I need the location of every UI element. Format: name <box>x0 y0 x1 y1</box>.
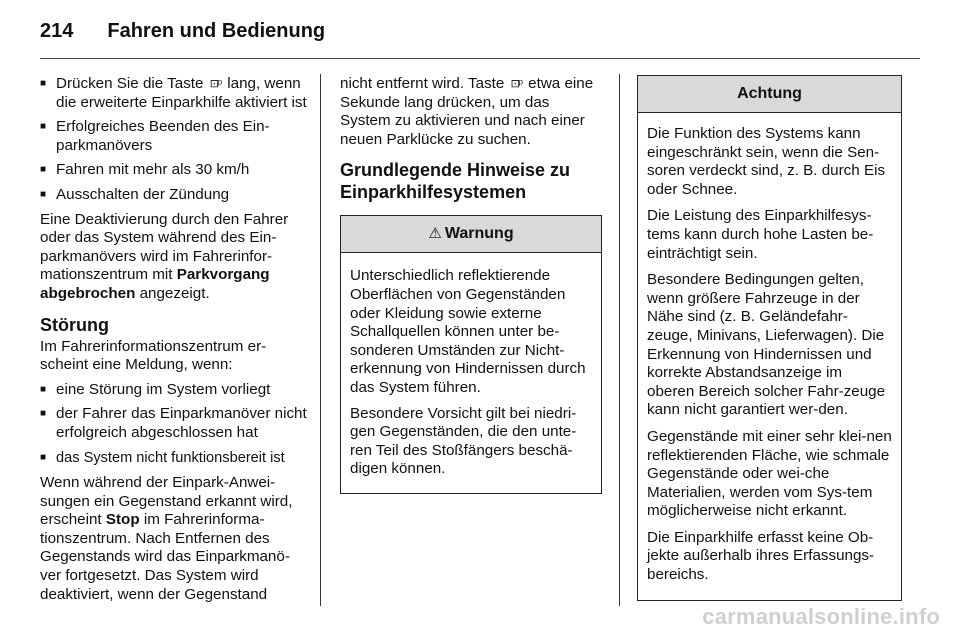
list-item: ■ Fahren mit mehr als 30 km/h <box>40 161 308 180</box>
section-heading-stoerung: Störung <box>40 314 109 335</box>
warning-title: ⚠ Warnung <box>341 216 601 253</box>
list-item: ■ der Fahrer das Einparkmanöver nicht erfolgreich abgeschlossen hat <box>40 405 308 442</box>
paragraph-message: Im Fahrerinformationszentrum er-scheint eine Meldung, wenn: <box>40 337 267 374</box>
list-item: ■ eine Störung im System vorliegt <box>40 381 308 400</box>
warning-paragraph: Besondere Vorsicht gilt bei niedri-gen Gegenständen, die den unte-ren Teil des Stoßfängers beschä-digen können. <box>350 404 577 478</box>
caution-paragraph: Die Einparkhilfe erfasst keine Ob-jekte außerhalb ihres Erfassungs-bereichs. <box>647 528 875 584</box>
page-title: Fahren und Bedienung <box>107 19 326 42</box>
caution-paragraph: Gegenstände mit einer sehr klei-nen reflektierenden Fläche, wie schmale Gegenstände oder wei-che Materialien, werden vom Sys-tem möglicherweise nicht erkannt. <box>647 427 892 520</box>
page-header <box>40 16 325 46</box>
section-heading-hinweise: Grundlegende Hinweise zu Einparkhilfesystemen <box>340 160 571 203</box>
page-number: 214 <box>40 19 74 42</box>
warning-paragraph: Unterschiedlich reflektierende Oberflächen von Gegenständen oder Kleidung sowie externe Schallquellen können unter be-sonderen Umständen zur Nicht-erkennung von Hindernissen durch das System führen. <box>350 267 586 396</box>
paragraph-reactivate: nicht entfernt wird. Taste ⊡ᵖ etwa eine Sekunde lang drücken, um das System zu aktivieren und nach einer neuen Parklücke zu suchen. <box>340 75 594 148</box>
list-item: ■ Erfolgreiches Beenden des Ein-parkmanövers <box>40 118 308 155</box>
park-assist-key-icon: ⊡ᵖ <box>209 78 222 90</box>
caution-paragraph: Die Funktion des Systems kann eingeschränkt sein, wenn die Sen-soren verdeckt sind, z. B. durch Eis oder Schnee. <box>647 125 886 198</box>
park-assist-key-icon: ⊡ᵖ <box>510 78 522 90</box>
caution-paragraph: Besondere Bedingungen gelten, wenn größere Fahrzeuge in der Nähe sind (z. B. Geländefahr-zeuge, Minivans, Lieferwagen). Die Erkennung von Hindernissen und korrekte Abstandsanzeige im oberen Bereich solcher Fahr-zeuge kann nicht garantiert wer-den. <box>647 271 886 419</box>
column-divider-right <box>619 74 620 606</box>
list-item: ■ Drücken Sie die Taste ⊡ᵖ lang, wenn die erweiterte Einparkhilfe aktiviert ist <box>40 75 308 112</box>
column-middle <box>340 75 602 494</box>
header-rule <box>40 58 920 59</box>
caution-title: Achtung <box>638 76 901 113</box>
column-right <box>637 75 902 601</box>
paragraph-deactivation: Eine Deaktivierung durch den Fahrer oder das System während des Ein-parkmanövers wird im Fahrerinfor-mationszentrum mit Parkvorgang abgebrochen angezeigt. <box>40 210 289 302</box>
column-left <box>40 75 308 612</box>
caution-paragraph: Die Leistung des Einparkhilfesys-tems kann durch hohe Lasten be-einträchtigt sein. <box>647 207 874 262</box>
caution-box <box>637 75 902 601</box>
list-item: ■ Ausschalten der Zündung <box>40 186 308 205</box>
caution-body <box>638 113 901 600</box>
list-item: ■ das System nicht funktionsbereit ist <box>40 449 308 468</box>
warning-triangle-icon: ⚠ <box>428 225 442 243</box>
watermark: carmanualsonline.info <box>702 604 940 629</box>
column-divider-left <box>320 74 321 606</box>
warning-box <box>340 215 602 494</box>
paragraph-stop: Wenn während der Einpark-Anwei-sungen ein Gegenstand erkannt wird, erscheint Stop im Fahrerinforma-tionszentrum. Nach Entfernen des Gegenstands wird das Einparkmanö-ver fortgesetzt. Das System wird deaktiviert, wenn der Gegenstand <box>40 474 293 603</box>
warning-body <box>341 253 601 493</box>
